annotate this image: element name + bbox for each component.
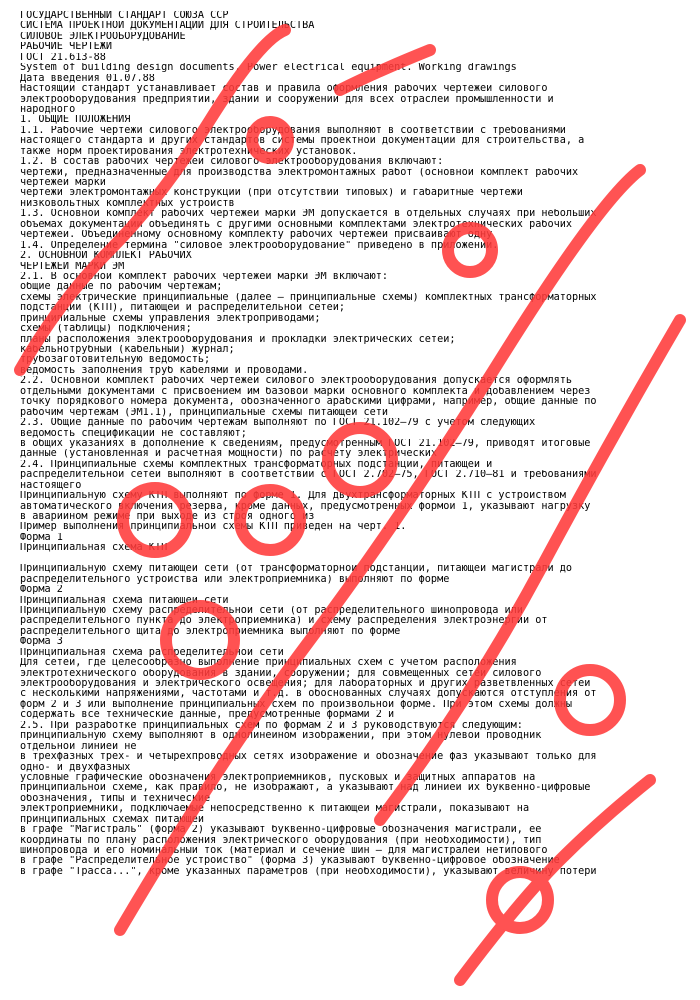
document-line: Принципиальная схема КТП [20, 543, 168, 554]
document-line: 1.2. В состав рабочих чертежей силового электрооборудования включают: [20, 157, 444, 168]
document-line: данные (установленная и расчетная мощности) по расчету электрических [20, 449, 438, 460]
document-line: общие данные по рабочим чертежам; [20, 282, 223, 293]
document-line: Принципиальную схему питающей сети (от трансформаторной подстанции, питающей магистрали до [20, 564, 573, 575]
document-line: 2.4. Принципиальные схемы комплектных трансформаторных подстанций, питающей и [20, 459, 493, 470]
document-line: настоящего [20, 480, 82, 491]
document-line: электротехнического оборудования в здании, сооружении; для совмещенных сетей силового [20, 668, 542, 679]
document-line: распределительного щита до электроприемника выполняют по форме [20, 626, 401, 637]
document-line [20, 554, 698, 564]
document-line: Принципиальную схему КТП выполняют по форме 1. Для двухтрансформаторных КТП с устройством [20, 491, 566, 502]
document-line: обозначения, типы и технические [20, 793, 211, 804]
document-line: схемы (таблицы) подключения; [20, 324, 192, 335]
document-line: ведомость спецификаций не составляют; [20, 428, 247, 439]
document-body [20, 11, 698, 877]
document-line: Для сетей, где целесообразно выполнение принципиальных схем с учетом расположения [20, 658, 517, 669]
document-line: кабельнотрубный (кабельный) журнал; [20, 345, 235, 355]
document-line: 1.1. Рабочие чертежи силового электрооборудования выполняют в соответствии с требованиями [20, 125, 566, 136]
document-line: также норм проектирования электротехнических установок. [20, 146, 358, 157]
document-line: 1.3. Основной комплект рабочих чертежей марки ЭМ допускается в отдельных случаях при небольших [20, 209, 597, 220]
document-line: Форма 2 [20, 585, 63, 596]
document-line: ведомость заполнения труб кабелями и проводами. [20, 365, 309, 376]
document-line: в графе "Распределительное устройство" (форма 3) указывают буквенно-цифровое обозначение [20, 856, 560, 867]
document-line: 2.3. Общие данные по рабочим чертежам выполняют по ГОСТ 21.102–79 с учетом следующих [20, 418, 536, 429]
document-line: ГОСУДАРСТВЕННЫЙ СТАНДАРТ СОЮЗА ССР [20, 11, 229, 21]
document-line: 2. ОСНОВНОЙ КОМПЛЕКТ РАБОЧИХ [20, 251, 192, 262]
document-line: настоящего стандарта и других стандартов системы проектной документации для строительства, а [20, 136, 585, 147]
document-line: чертежей. Объединенному основному комплекту рабочих чертежей присваивают одну [20, 230, 493, 241]
document-line: электроприемники, подключаемые непосредственно к питающей магистрали, показывают на [20, 804, 530, 815]
document-line: шинопровода и его номинальный ток (материал и сечение шин – для магистралей нетипового [20, 846, 548, 856]
document-line: в общих указаниях в дополнение к сведениям, предусмотренным ГОСТ 21.102–79, приводят итоговые [20, 438, 591, 449]
document-line: отдельными документами с присвоением им базовой марки основного комплекта и добавлением через [20, 386, 591, 397]
document-line: 2.2. Основной комплект рабочих чертежей силового электрооборудования допускается оформлять [20, 376, 573, 387]
document-line: объемах документации объединять с другими основными комплектами электротехнических рабочих [20, 219, 573, 230]
document-line: Форма 3 [20, 637, 63, 648]
document-line: отдельной линией не [20, 741, 137, 752]
document-line: System of building design documents. Power electrical equipment. Working drawings [20, 63, 517, 74]
document-line: форм 2 и 3 или выполнение принципиальных схем по произвольной форме. При этом схемы должны [20, 699, 573, 710]
document-line: с несколькими напряжениями, частотами и т.д. в обоснованных случаях допускаются отступления от [20, 689, 597, 700]
document-line: принципиальных схемах питающей [20, 814, 205, 825]
document-line: Форма 1 [20, 532, 63, 543]
document-line: распределительного пункта до электроприемника) и схему распределения электроэнергии от [20, 616, 548, 627]
document-line: Принципиальная схема питающей сети [20, 595, 229, 606]
document-line: рабочим чертежам (ЭМ1.1), принципиальные схемы питающей сети [20, 407, 389, 418]
document-line: ЧЕРТЕЖЕЙ МАРКИ ЭМ [20, 261, 125, 272]
document-line: народного [20, 104, 76, 115]
watermark-o6 [492, 872, 548, 928]
document-line: принципиальные схемы управления электроприводами; [20, 313, 321, 324]
document-line: Настоящий стандарт устанавливает состав и правила оформления рабочих чертежей силового [20, 84, 548, 95]
document-line: в графе "Трасса...", кроме указанных параметров (при необходимости), указывают величину потери [20, 866, 597, 877]
document-line: распределительного устройства или электроприемника) выполняют по форме [20, 574, 450, 585]
document-line: принципиальную схему выполняют в однолинейном изображении, при этом нулевой проводник [20, 731, 542, 742]
document-line: РАБОЧИЕ ЧЕРТЕЖИ [20, 42, 113, 53]
document-line: планы расположения электрооборудования и прокладки электрических сетей; [20, 334, 456, 345]
document-line: в трехфазных трех- и четырехпроводных сетях изображение и обозначение фаз указывают только для [20, 752, 597, 763]
document-line: 1.4. Определение термина "силовое электрооборудование" приведено в приложении. [20, 240, 499, 251]
document-line: одно- и двухфазных [20, 762, 131, 773]
document-line: Принципиальную схему распределительной сети (от распределительного шинопровода или [20, 605, 523, 616]
document-line: 2.1. В основной комплект рабочих чертежей марки ЭМ включают: [20, 271, 389, 282]
document-line: ГОСТ 21.613-88 [20, 52, 106, 63]
document-line: в графе "Магистраль" (форма 2) указывают буквенно-цифровые обозначения магистрали, ее [20, 825, 542, 836]
document-line: 2.5. При разработке принципиальных схем по формам 2 и 3 руководствуются следующим: [20, 720, 523, 731]
document-line: Пример выполнения принципиальной схемы КТП приведен на черт. 1. [20, 522, 407, 533]
document-line: электрооборудования предприятий, зданий и сооружений для всех отраслей промышленности и [20, 94, 554, 105]
document-line: чертежей марки [20, 178, 106, 188]
document-line: СИСТЕМА ПРОЕКТНОЙ ДОКУМЕНТАЦИИ ДЛЯ СТРОИТЕЛЬСТВА [20, 21, 315, 32]
document-line: подстанций (КТП), питающей и распределительной сетей; [20, 303, 346, 314]
document-line: Дата введения 01.07.88 [20, 73, 155, 84]
document-line: чертежи, предназначенные для производства электромонтажных работ (основной комплект рабочих [20, 167, 579, 178]
document-line: координаты по плану расположения электрического оборудования (при необходимости), тип [20, 835, 542, 846]
document-line: содержать все технические данные, предусмотренные формами 2 и [20, 710, 395, 721]
document-line: схемы электрические принципиальные (далее – принципиальные схемы) комплектных трансформаторных [20, 292, 597, 303]
document-line: автоматического включения резерва, кроме данных, предусмотренных формой 1, указывают нагрузку [20, 501, 591, 512]
document-line: распределительной сетей выполняют в соответствии с ГОСТ 2.702–75, ГОСТ 2.710–81 и требованиями [20, 470, 597, 481]
document-line: СИЛОВОЕ ЭЛЕКТРООБОРУДОВАНИЕ [20, 31, 186, 42]
document-line: трубозаготовительную ведомость; [20, 355, 211, 366]
document-line: низковольтных комплектных устройств [20, 198, 235, 209]
document-line: в аварийном режиме при выходе из строя одного из [20, 512, 315, 522]
document-line: Принципиальная схема распределительной сети [20, 647, 284, 658]
document-line: принципиальной схеме, как правило, не изображают, а указывают над линией их буквенно-цифровые [20, 783, 591, 794]
document-line: электрооборудования и электрического освещения; для лабораторных и других разветвленных сетей [20, 679, 591, 689]
document-line: чертежи электромонтажных конструкций (при отсутствии типовых) и габаритные чертежи [20, 188, 523, 199]
document-line: 1. ОБЩИЕ ПОЛОЖЕНИЯ [20, 115, 131, 126]
document-line: условные графические обозначения электроприемников, пусковых и защитных аппаратов на [20, 772, 536, 783]
document-line: точку порядкового номера документа, обозначенного арабскими цифрами, например, общие данные по [20, 397, 597, 408]
